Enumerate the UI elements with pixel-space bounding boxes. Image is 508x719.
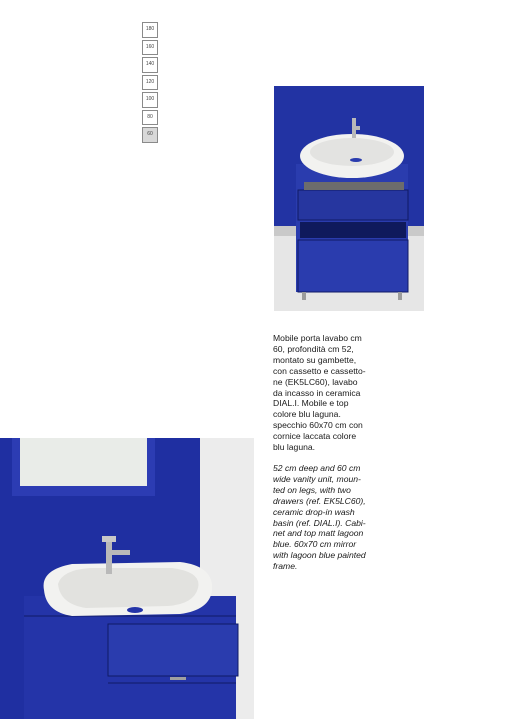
- size-box: 180: [142, 22, 158, 38]
- size-box: 140: [142, 57, 158, 73]
- vanity-photo-detail: [0, 438, 254, 719]
- size-box-active: 60: [142, 127, 158, 143]
- description-italian: Mobile porta lavabo cm 60, profondità cm 52, montato su gambette, con cassetto e cassetto- ne (EK5LC60), lavabo da incasso in ceramica DIAL.I. Mobile e top colore blu laguna. specchio 60x70 cm con cornice laccata colore blu laguna.: [273, 333, 366, 453]
- size-box: 80: [142, 110, 158, 126]
- vanity-detail-illustration: [0, 438, 254, 719]
- size-box: 100: [142, 92, 158, 108]
- size-box: 120: [142, 75, 158, 91]
- product-description: [273, 333, 381, 572]
- description-english: 52 cm deep and 60 cm wide vanity unit, moun- ted on legs, with two drawers (ref. EK5LC60), ceramic drop-in wash basin (ref. DIAL.I). Cabi- net and top matt lagoon blue. 60x70 cm mirror with lagoon blue painted frame.: [273, 462, 366, 572]
- vanity-front-illustration: [274, 86, 424, 311]
- size-index: [142, 22, 158, 145]
- size-box: 160: [142, 40, 158, 56]
- vanity-photo-front: [274, 86, 424, 311]
